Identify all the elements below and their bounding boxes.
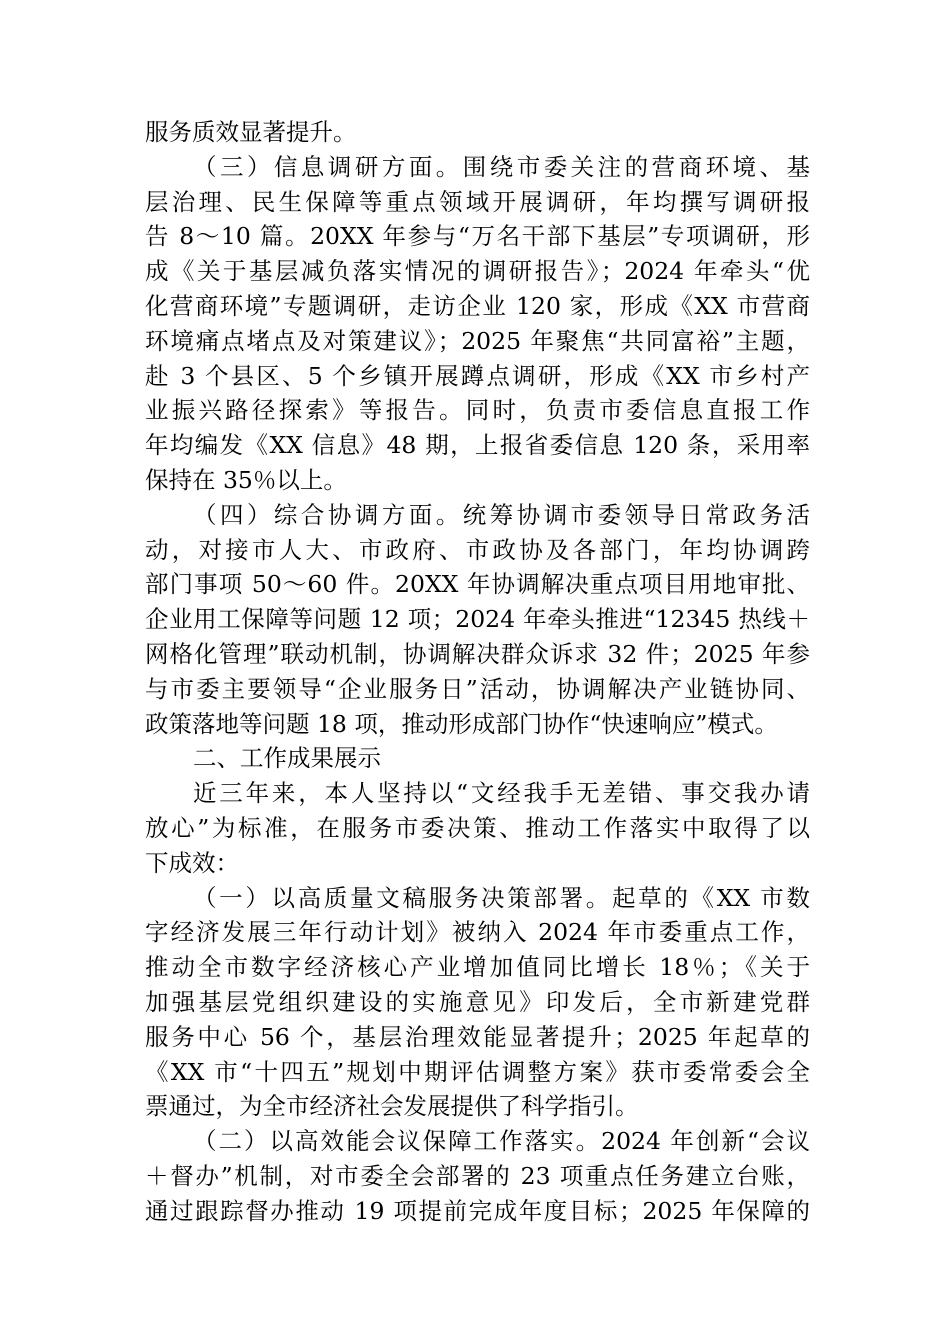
text-line: 通过跟踪督办推动 19 项提前完成年度目标；2025 年保障的: [145, 1196, 810, 1225]
text-line: 服务质效显著提升。: [145, 118, 357, 146]
paragraph-first-line: （一）以高质量文稿服务决策部署。起草的《XX 市数: [193, 883, 810, 912]
text-line: 告 8～10 篇。20XX 年参与“万名干部下基层”专项调研，形: [145, 222, 810, 251]
text-line: 层治理、民生保障等重点领域开展调研，年均撰写调研报: [145, 187, 810, 216]
text-line: 化营商环境”专题调研，走访企业 120 家，形成《XX 市营商: [145, 291, 810, 320]
text-line: 环境痛点堵点及对策建议》；2025 年聚焦“共同富裕”主题，: [145, 326, 810, 355]
body-text: [145, 115, 810, 1229]
text-line: 政策落地等问题 18 项，推动形成部门协作“快速响应”模式。: [145, 709, 778, 738]
paragraph-first-line: （四）综合协调方面。统筹协调市委领导日常政务活: [193, 500, 810, 529]
text-line: 《XX 市“十四五”规划中期评估调整方案》获市委常委会全: [145, 1057, 810, 1086]
text-line: 年均编发《XX 信息》48 期，上报省委信息 120 条，采用率: [145, 431, 810, 460]
text-line: 赴 3 个县区、5 个乡镇开展蹲点调研，形成《XX 市乡村产: [145, 361, 810, 390]
text-line: 放心”为标准，在服务市委决策、推动工作落实中取得了以: [145, 813, 810, 842]
text-line: 票通过，为全市经济社会发展提供了科学指引。: [145, 1092, 639, 1121]
paragraph-first-line: （三）信息调研方面。围绕市委关注的营商环境、基: [193, 152, 810, 181]
text-line: 下成效：: [145, 848, 239, 877]
paragraph-first-line: 近三年来，本人坚持以“文经我手无差错、事交我办请: [193, 779, 810, 808]
text-line: 企业用工保障等问题 12 项；2024 年牵头推进“12345 热线＋: [145, 605, 810, 634]
text-line: ＋督办”机制，对市委全会部署的 23 项重点任务建立台账，: [145, 1161, 810, 1190]
text-line: 成《关于基层减负落实情况的调研报告》；2024 年牵头“优: [145, 257, 810, 286]
paragraph-first-line: 二、工作成果展示: [193, 744, 381, 773]
text-line: 部门事项 50～60 件。20XX 年协调解决重点项目用地审批、: [145, 570, 810, 599]
text-line: 加强基层党组织建设的实施意见》印发后，全市新建党群: [145, 987, 810, 1016]
text-line: 服务中心 56 个，基层治理效能显著提升；2025 年起草的: [145, 1022, 810, 1051]
paragraph-first-line: （二）以高效能会议保障工作落实。2024 年创新“会议: [193, 1127, 810, 1156]
text-line: 字经济发展三年行动计划》被纳入 2024 年市委重点工作，: [145, 918, 810, 947]
text-line: 保持在 35％以上。: [145, 465, 347, 494]
text-line: 网格化管理”联动机制，协调解决群众诉求 32 件；2025 年参: [145, 639, 810, 668]
text-line: 推动全市数字经济核心产业增加值同比增长 18％；《关于: [145, 953, 810, 982]
text-line: 业振兴路径探索》等报告。同时，负责市委信息直报工作: [145, 396, 810, 425]
text-line: 与市委主要领导“企业服务日”活动，协调解决产业链协同、: [145, 674, 810, 703]
text-line: 动，对接市人大、市政府、市政协及各部门，年均协调跨: [145, 535, 810, 564]
